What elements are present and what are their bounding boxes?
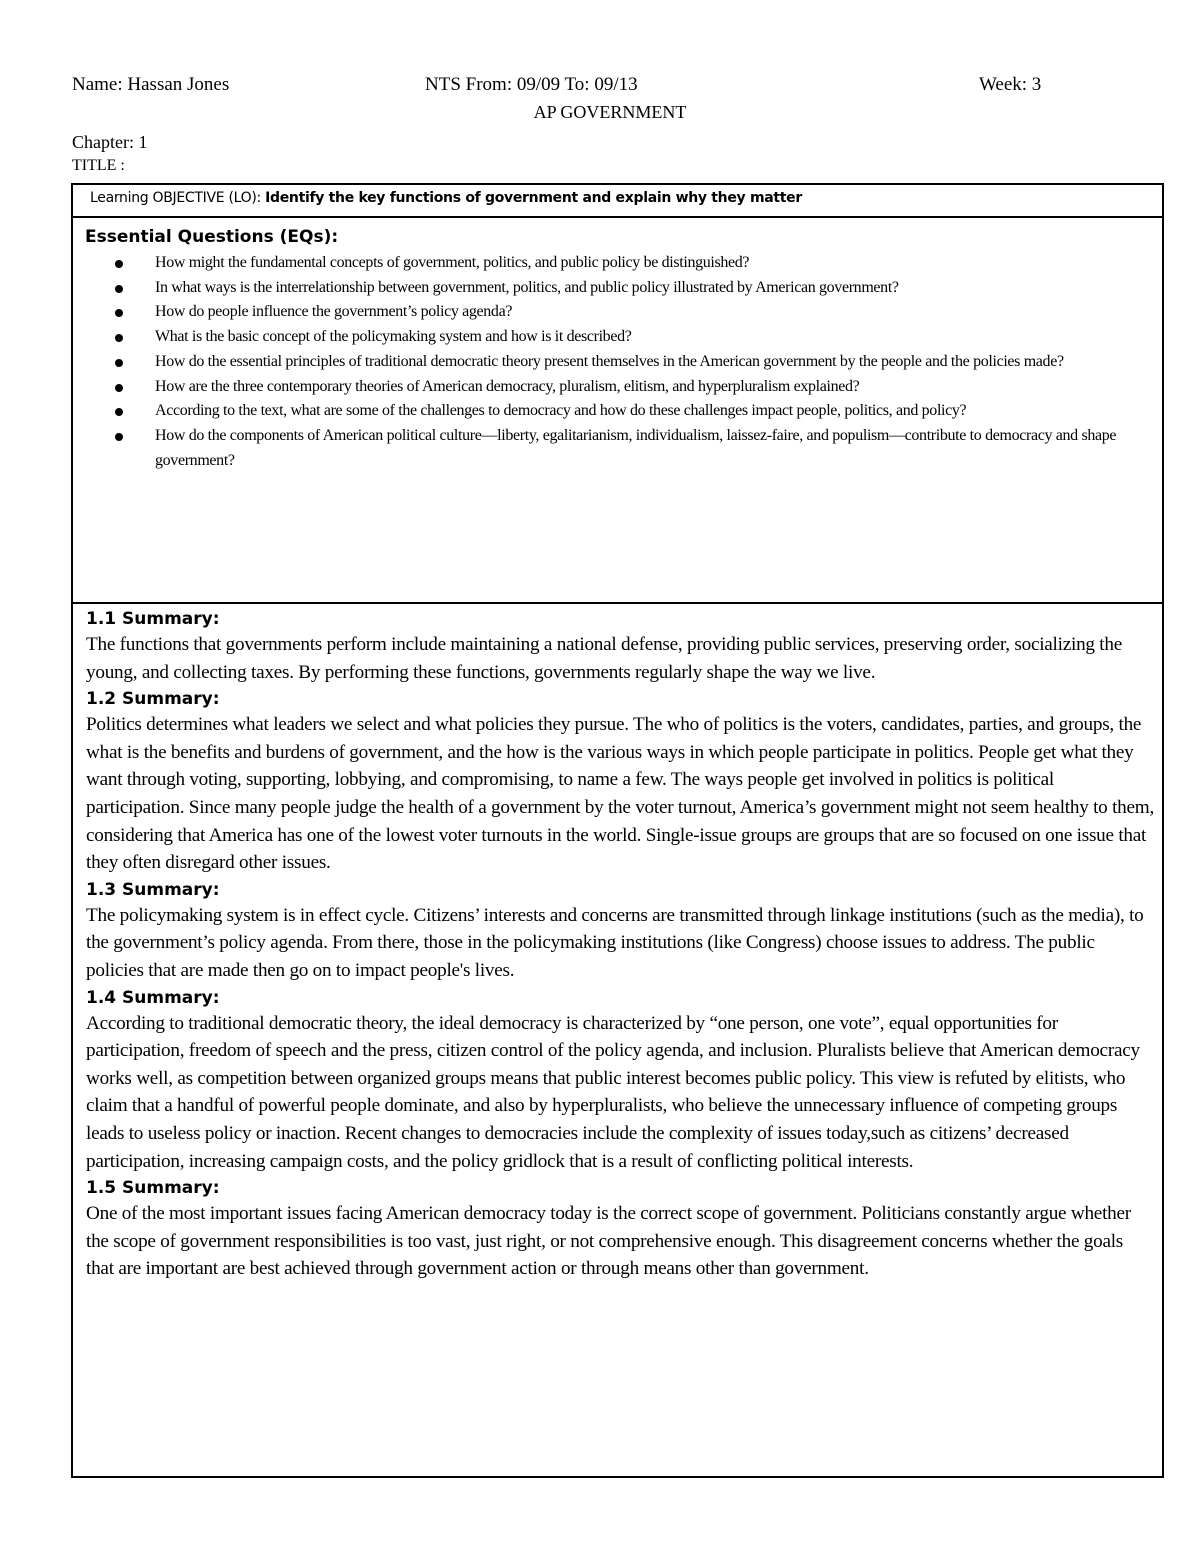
- summary-heading: 1.1 Summary:: [86, 609, 220, 629]
- document-header: [72, 74, 1072, 100]
- summary-heading: 1.2 Summary:: [86, 689, 220, 710]
- bullet-icon: [115, 334, 123, 342]
- chapter-label: Chapter: 1: [72, 132, 148, 152]
- question-item: [115, 276, 1152, 301]
- summary-text: One of the most important issues facing American democracy today is the correct scope of government. Politicians constantly argue whether the scope of government responsibilities is too vast, just right, or not comprehensive enough. This disagreement concerns whether the goals that are important are best achieved through government action or through means other than government.: [86, 1203, 1131, 1280]
- question-text: How are the three contemporary theories of American democracy, pluralism, elitism, and hyperpluralism explained?: [155, 377, 860, 395]
- bullet-icon: [115, 309, 123, 317]
- learning-objective-label: Learning OBJECTIVE (LO):: [90, 190, 261, 206]
- subject-title: AP GOVERNMENT: [533, 102, 687, 122]
- summaries-box: [71, 602, 1164, 1478]
- week-number: Week: 3: [979, 74, 1042, 95]
- question-item: [115, 325, 1152, 350]
- question-item: [115, 399, 1152, 424]
- question-text: According to the text, what are some of the challenges to democracy and how do these challenges impact people, politics, and policy?: [155, 402, 967, 420]
- learning-objective-text: Identify the key functions of government and explain why they matter: [265, 190, 802, 206]
- question-item: [115, 424, 1152, 473]
- question-text: How do the essential principles of traditional democratic theory present themselves in the American government by the people and the policies made?: [155, 352, 1064, 370]
- title-label: TITLE :: [72, 157, 125, 174]
- summary-text: The policymaking system is in effect cycle. Citizens’ interests and concerns are transmitted through linkage institutions (such as the media), to the government’s policy agenda. From there, those in the policymaking institutions (like Congress) choose issues to address. The public policies that are made then go on to impact people's lives.: [86, 904, 1144, 981]
- question-item: [115, 300, 1152, 325]
- essential-questions-box: [71, 216, 1164, 604]
- summary-heading: 1.5 Summary:: [86, 1178, 220, 1199]
- summary-text: Politics determines what leaders we select and what policies they pursue. The who of politics is the voters, candidates, parties, and groups, the what is the benefits and burdens of government, and the how is the various ways in which people participate in politics. People get what they want through voting, supporting, lobbying, and compromising, to name a few. The ways people get involved in politics is political participation. Since many people judge the health of a government by the voter turnout, America’s government might not seem healthy to them, considering that America has one of the lowest voter turnouts in the world. Single-issue groups are groups that are so focused on one issue that they often disregard other issues.: [86, 714, 1154, 874]
- summary-heading: 1.3 Summary:: [86, 879, 220, 900]
- question-item: [115, 251, 1152, 276]
- learning-objective: [90, 190, 1162, 206]
- essential-questions-list: [85, 251, 1152, 473]
- summary-text: According to traditional democratic theory, the ideal democracy is characterized by “one person, one vote”, equal opportunities for participation, freedom of speech and the press, citizen control of the policy agenda, and inclusion. Pluralists believe that American democracy works well, as competition between organized groups means that public interest becomes public policy. This view is refuted by elitists, who claim that a handful of powerful people dominate, and also by hyperpluralists, who believe the unnecessary influence of competing groups leads to useless policy or inaction. Recent changes to democracies include the complexity of issues today,such as citizens’ decreased participation, increasing campaign costs, and the policy gridlock that is a result of conflicting political interests.: [86, 1012, 1140, 1172]
- question-text: How might the fundamental concepts of government, politics, and public policy be distinguished?: [155, 254, 750, 271]
- summary-heading: 1.4 Summary:: [86, 987, 220, 1008]
- question-text: What is the basic concept of the policymaking system and how is it described?: [155, 328, 632, 346]
- nts-date-range: NTS From: 09/09 To: 09/13: [425, 74, 638, 95]
- summary-text: The functions that governments perform include maintaining a national defense, providing public services, preserving order, socializing the young, and collecting taxes. By performing these functions, governments regularly shape the way we live.: [86, 634, 1122, 683]
- bullet-icon: [115, 285, 123, 293]
- question-item: [115, 350, 1152, 375]
- student-name: Name: Hassan Jones: [72, 74, 230, 95]
- learning-objective-box: [71, 183, 1164, 218]
- question-text: How do the components of American political culture—liberty, egalitarianism, individualism, laissez-faire, and populism—contribute to democracy and shape government?: [155, 426, 1117, 469]
- bullet-icon: [115, 408, 123, 416]
- question-item: [115, 375, 1152, 400]
- bullet-icon: [115, 359, 123, 367]
- bullet-icon: [115, 433, 123, 441]
- bullet-icon: [115, 260, 123, 268]
- question-text: How do people influence the government’s policy agenda?: [155, 303, 513, 321]
- bullet-icon: [115, 384, 123, 392]
- question-text: In what ways is the interrelationship between government, politics, and public policy illustrated by American government?: [155, 278, 899, 296]
- essential-questions-heading: Essential Questions (EQs):: [85, 227, 339, 247]
